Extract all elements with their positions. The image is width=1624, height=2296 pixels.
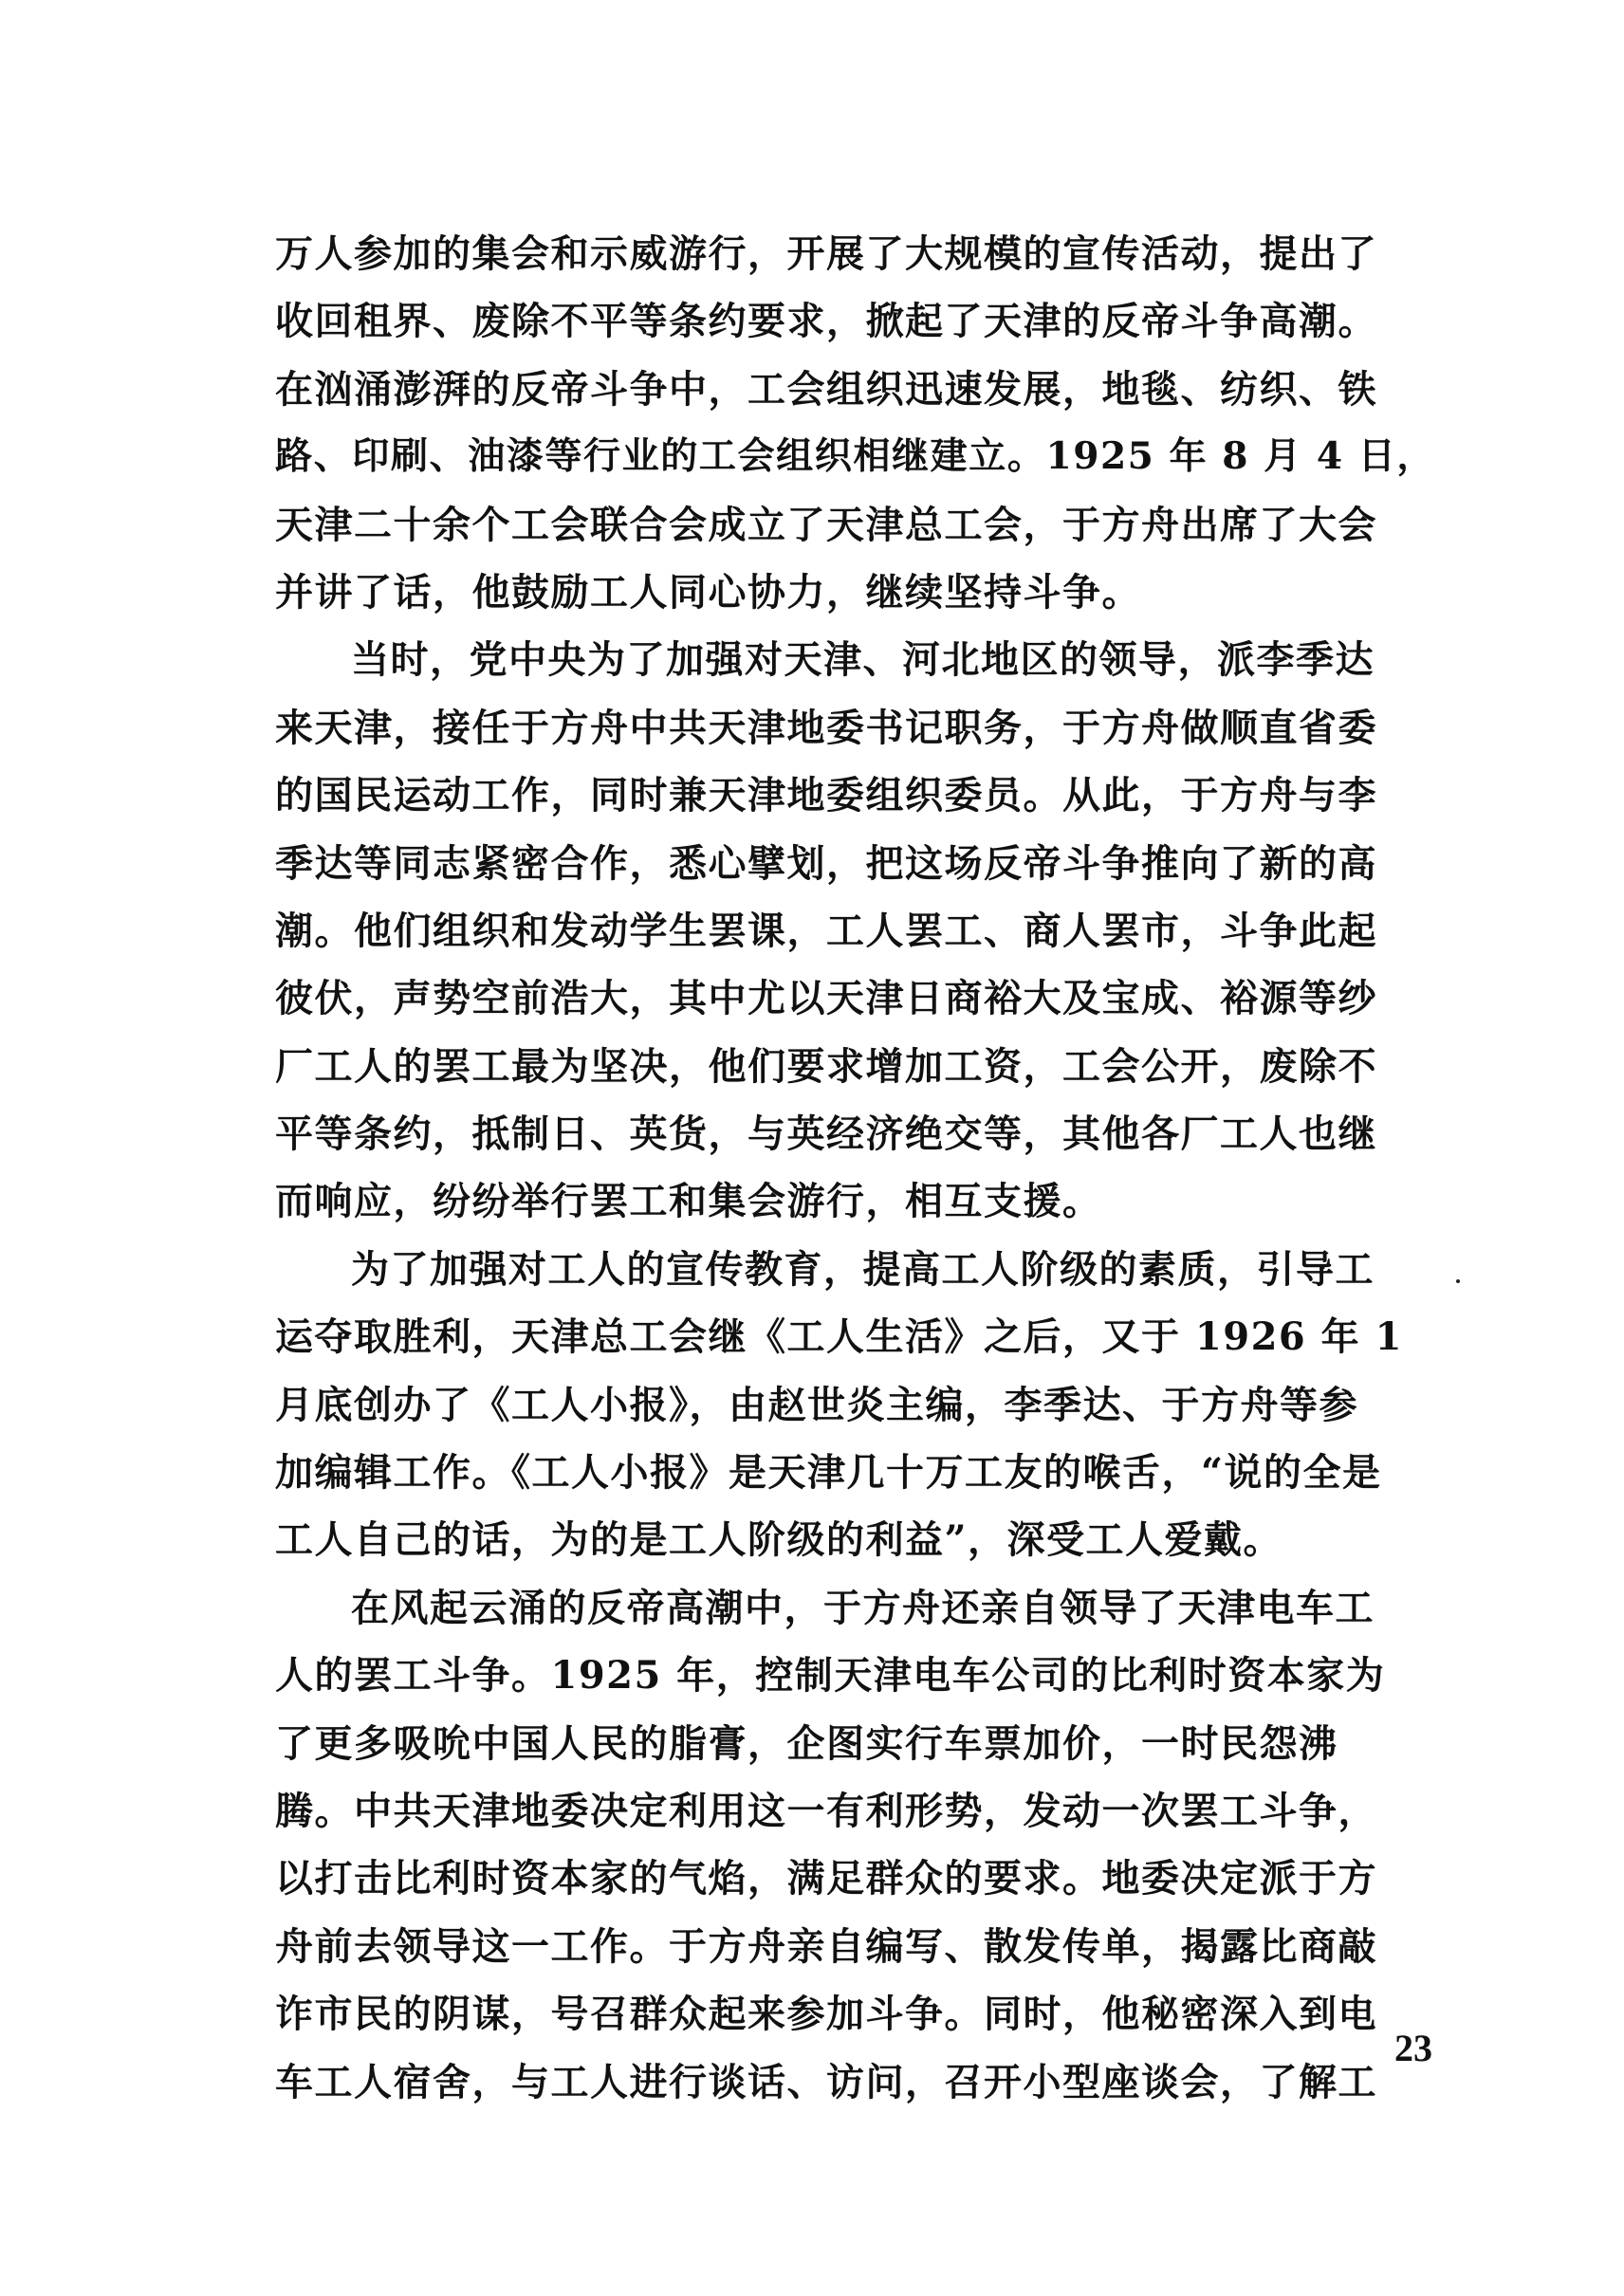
body-text: [275, 220, 1434, 2116]
text-line: 厂工人的罢工最为坚决，他们要求增加工资，工会公开，废除不: [275, 1043, 1377, 1089]
text-line: 的国民运动工作，同时兼天津地委组织委员。从此，于方舟与李: [275, 773, 1377, 818]
text-line: 并讲了话，他鼓励工人同心协力，继续坚持斗争。: [275, 569, 1141, 615]
text-line: 车工人宿舍，与工人进行谈话、访问，召开小型座谈会，了解工: [275, 2059, 1377, 2104]
text-line: 平等条约，抵制日、英货，与英经济绝交等，其他各厂工人也继: [275, 1111, 1377, 1157]
text-line: 万人参加的集会和示威游行，开展了大规模的宣传活动，提出了: [275, 231, 1377, 276]
text-line: 腾。中共天津地委决定利用这一有利形势，发动一次罢工斗争，: [275, 1788, 1377, 1833]
text-line: 工人自己的话，为的是工人阶级的利益”，深受工人爱戴。: [275, 1517, 1283, 1563]
text-line: 诈市民的阴谋，号召群众起来参加斗争。同时，他秘密深入到电: [275, 1992, 1377, 2037]
text-line: 路、印刷、油漆等行业的工会组织相继建立。1925 年 8 月 4 日，: [275, 434, 1435, 479]
text-line: 潮。他们组织和发动学生罢课，工人罢工、商人罢市，斗争此起: [275, 908, 1377, 953]
text-line: 而响应，纷纷举行罢工和集会游行，相互支援。: [275, 1179, 1102, 1224]
text-line: 月底创办了《工人小报》，由赵世炎主编，李季达、于方舟等参: [275, 1382, 1358, 1427]
paragraph-start-line: 在风起云涌的反帝高潮中，于方舟还亲自领导了天津电车工: [351, 1585, 1375, 1630]
text-line: 运夺取胜利，天津总工会继《工人生活》之后，又于 1926 年 1: [275, 1314, 1403, 1360]
paragraph-start-line: 为了加强对工人的宣传教育，提高工人阶级的素质，引导工: [351, 1246, 1375, 1292]
text-line: 人的罢工斗争。1925 年，控制天津电车公司的比利时资本家为: [275, 1653, 1386, 1699]
text-line: 彼伏，声势空前浩大，其中尤以天津日商裕大及宝成、裕源等纱: [275, 976, 1377, 1021]
text-line: 加编辑工作。《工人小报》是天津几十万工友的喉舌，“说的全是: [275, 1450, 1382, 1496]
text-line: 季达等同志紧密合作，悉心擘划，把这场反帝斗争推向了新的高: [275, 840, 1377, 886]
paragraph-start-line: 当时，党中央为了加强对天津、河北地区的领导，派李季达: [351, 637, 1375, 683]
page-number: 23: [1394, 2027, 1432, 2069]
scan-speck: [1456, 1279, 1460, 1283]
text-line: 在汹涌澎湃的反帝斗争中，工会组织迅速发展，地毯、纺织、铁: [275, 366, 1377, 412]
text-line: 收回租界、废除不平等条约要求，掀起了天津的反帝斗争高潮。: [275, 299, 1377, 344]
text-line: 天津二十余个工会联合会成立了天津总工会，于方舟出席了大会: [275, 502, 1377, 547]
text-line: 来天津，接任于方舟中共天津地委书记职务，于方舟做顺直省委: [275, 705, 1377, 750]
text-line: 了更多吸吮中国人民的脂膏，企图实行车票加价，一时民怨沸: [275, 1720, 1338, 1766]
text-line: 舟前去领导这一工作。于方舟亲自编写、散发传单，揭露比商敲: [275, 1923, 1377, 1969]
text-line: 以打击比利时资本家的气焰，满足群众的要求。地委决定派于方: [275, 1856, 1377, 1901]
